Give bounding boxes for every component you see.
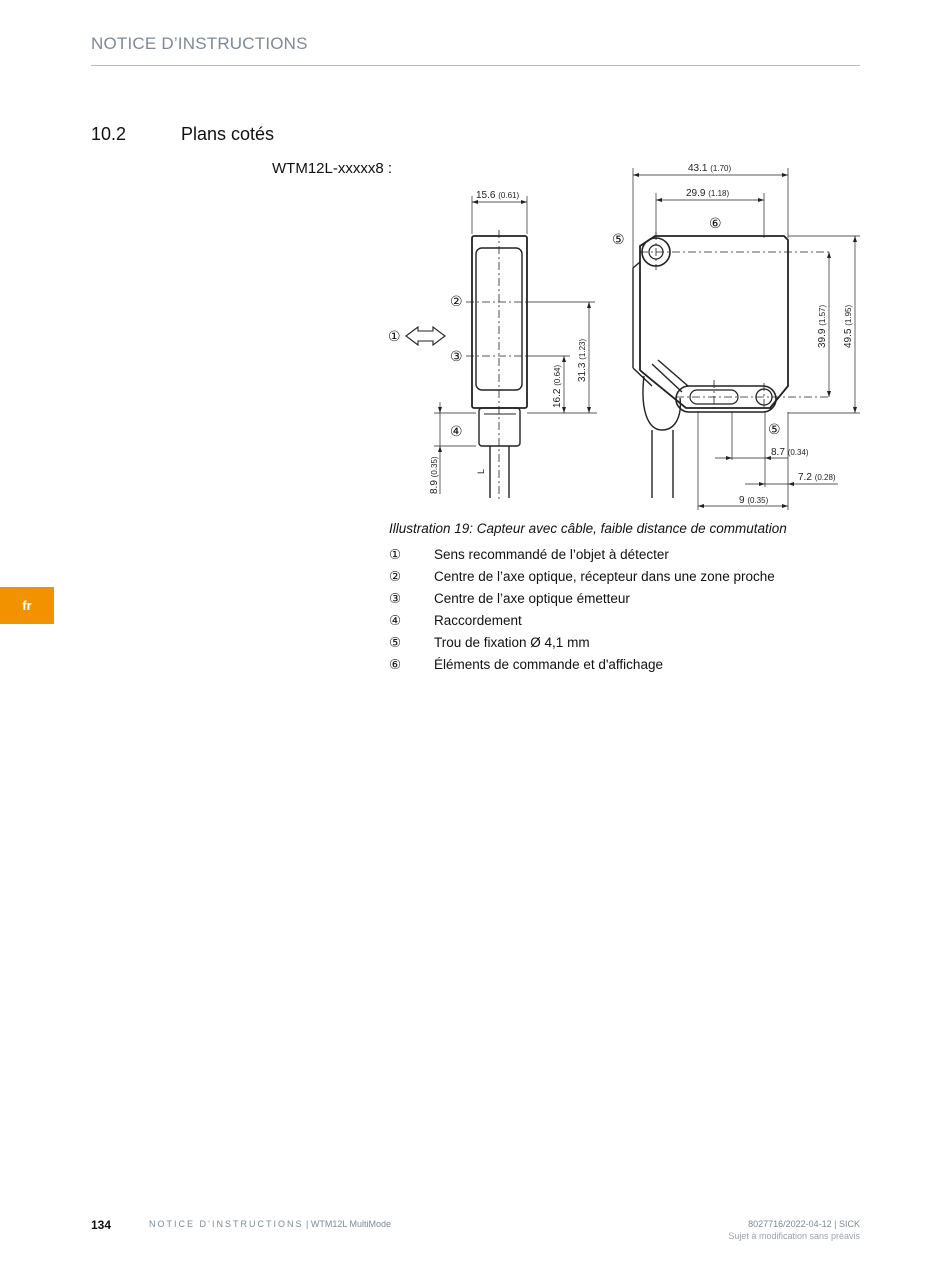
marker-4: ④ [450,423,463,439]
figure-legend [389,547,869,679]
page-number: 134 [91,1218,112,1232]
sensor-front-body [472,236,527,408]
legend-text: Centre de l’axe optique, récepteur dans une zone proche [434,569,775,584]
legend-text: Éléments de commande et d'affichage [434,657,663,672]
legend-item [389,613,869,635]
model-label: WTM12L-xxxxx8 : [272,160,393,177]
dim-15-6: 15.6 (0.61) [476,190,520,201]
legend-number: ⑥ [389,657,402,672]
running-header: NOTICE D’INSTRUCTIONS [91,34,308,53]
legend-item [389,547,869,569]
footer-doc-prefix: NOTICE D’INSTRUCTIONS [149,1219,304,1229]
legend-text: Sens recommandé de l’objet à détecter [434,547,669,562]
dim-7-2: 7.2 (0.28) [798,472,836,483]
dimension-drawing [380,155,870,515]
dim-49-5: 49.5 (1.95) [843,304,854,348]
legend-number: ④ [389,613,402,628]
dim-9: 9 (0.35) [739,495,769,506]
dim-16-2: 16.2 (0.64) [552,364,563,408]
footer-reference: 8027716/2022-04-12 | SICK [748,1219,860,1229]
marker-5-bottom: ⑤ [768,421,781,437]
legend-item [389,591,869,613]
dim-8-9: 8.9 (0.35) [429,456,440,494]
dim-29-9: 29.9 (1.18) [686,188,730,199]
footer-note: Sujet à modification sans préavis [728,1231,860,1241]
marker-5-top: ⑤ [612,231,625,247]
footer-doc-product: | WTM12L MultiMode [303,1219,392,1229]
cable-length-label: L [476,468,486,474]
legend-number: ① [389,547,402,562]
marker-6: ⑥ [709,215,722,231]
legend-text: Centre de l’axe optique émetteur [434,591,630,606]
dim-31-3: 31.3 (1.23) [577,338,588,382]
legend-item [389,635,869,657]
marker-2: ② [450,293,463,309]
dim-8-7: 8.7 (0.34) [771,447,809,458]
language-tab[interactable]: fr [0,587,54,624]
footer-document-title [149,1219,391,1229]
legend-item [389,657,869,679]
figure-caption: Illustration 19: Capteur avec câble, faible distance de commutation [389,521,787,536]
legend-text: Raccordement [434,613,522,628]
section-title: Plans cotés [181,124,275,144]
legend-number: ② [389,569,402,584]
header-divider [91,65,860,66]
dim-39-9: 39.9 (1.57) [817,304,828,348]
legend-item [389,569,869,591]
legend-number: ⑤ [389,635,402,650]
legend-number: ③ [389,591,402,606]
marker-1: ① [388,328,401,344]
dim-43-1: 43.1 (1.70) [688,163,732,174]
marker-3: ③ [450,348,463,364]
legend-text: Trou de fixation Ø 4,1 mm [434,635,590,650]
section-number: 10.2 [91,124,127,144]
